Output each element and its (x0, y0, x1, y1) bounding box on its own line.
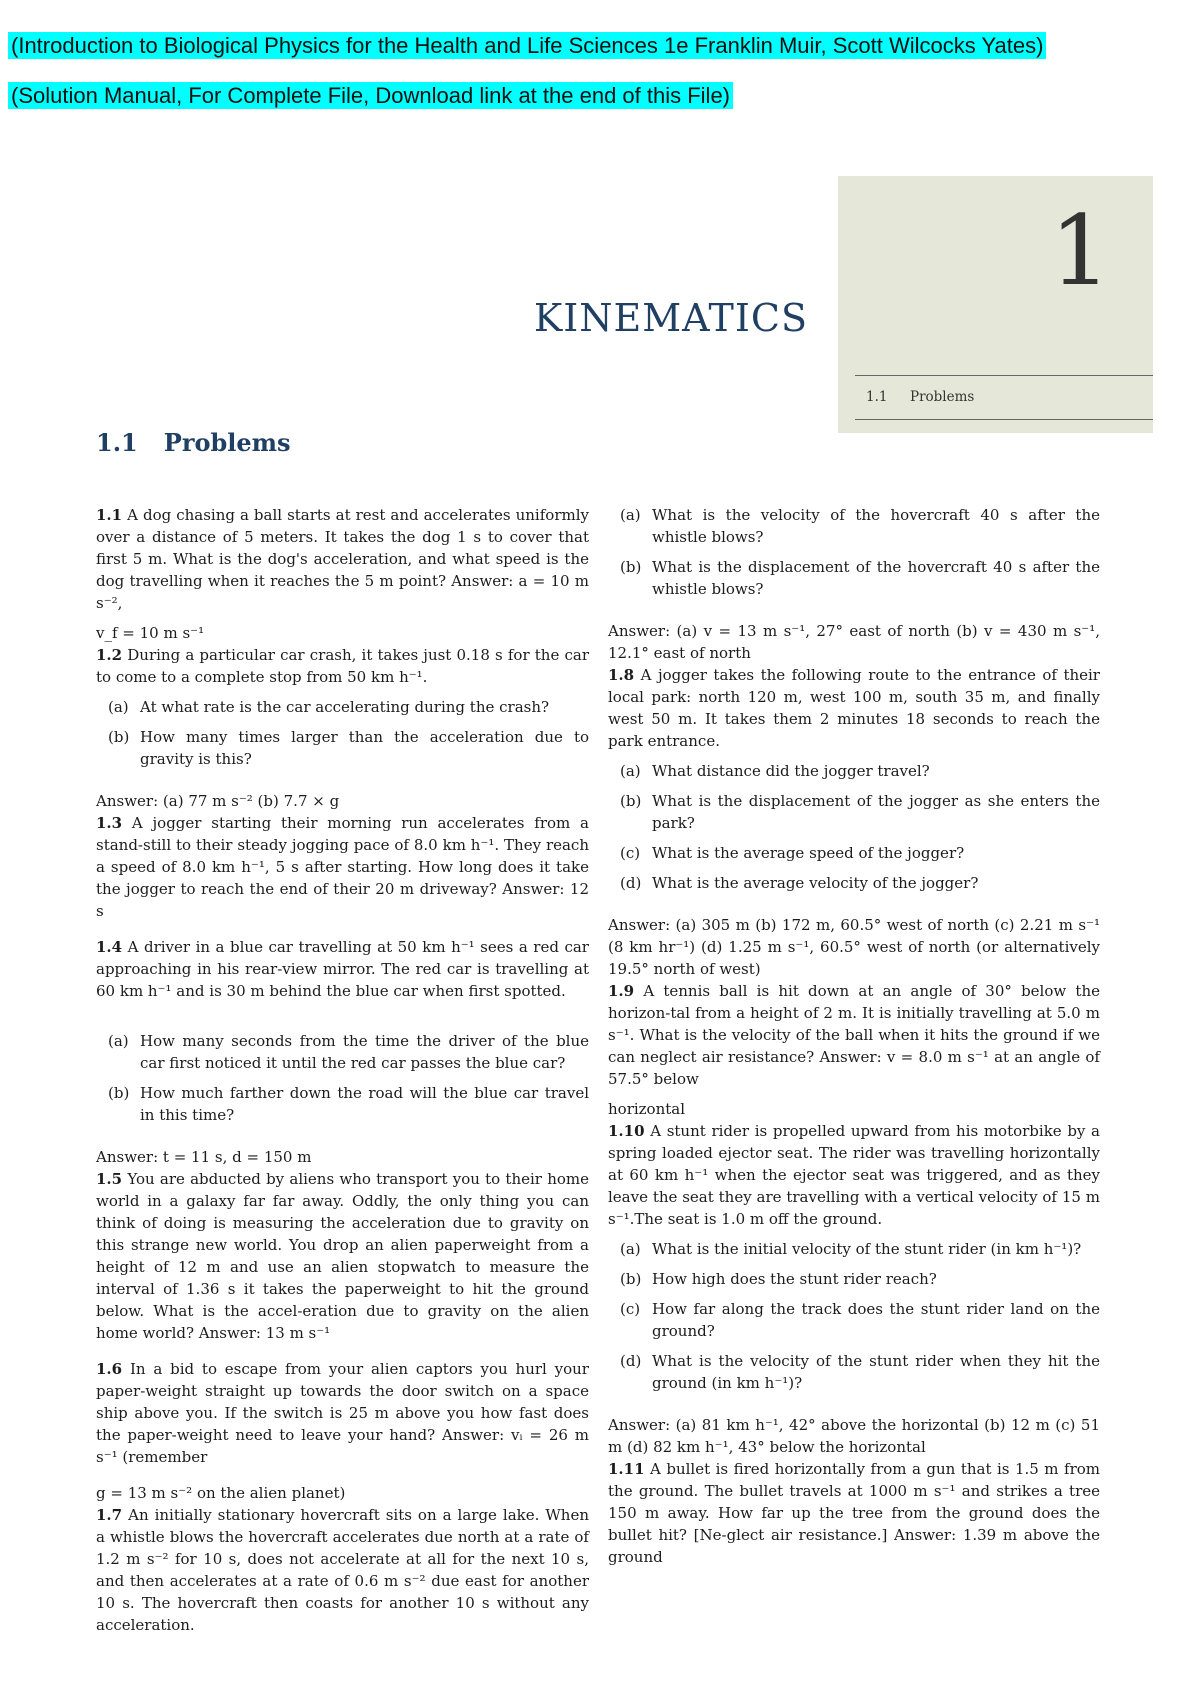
problem-1-1-answer: v_f = 10 m s⁻¹ (96, 624, 205, 642)
problem-1-2: 1.2 During a particular car crash, it takes just 0.18 s for the car to come to a complete stop from 50 km h⁻¹. (96, 646, 589, 686)
problem-1-3: 1.3 A jogger starting their morning run accelerates from a stand-still to their steady jogging pace of 8.0 km h⁻¹. They reach a speed of 8.0 km h⁻¹, 5 s after starting. How long does it take the jogger to reach the end of their 20 m driveway? Answer: 12 s (96, 814, 589, 920)
problem-1-8-d: (d) What is the average velocity of the jogger? (620, 874, 979, 892)
left-column (96, 504, 589, 1636)
problem-1-2-a: (a) At what rate is the car accelerating during the crash? (108, 698, 550, 716)
problem-1-8-answer: Answer: (a) 305 m (b) 172 m, 60.5° west of north (c) 2.21 m s⁻¹ (8 km hr⁻¹) (d) 1.25 m s⁻¹, 60.5° west of north (or alternatively 19.5° north of west) (608, 916, 1100, 978)
toc-number: 1.1 (866, 389, 888, 405)
problem-1-1: 1.1 A dog chasing a ball starts at rest and accelerates uniformly over a distance of 5 meters. It takes the dog 1 s to cover that first 5 m. What is the dog's acceleration, and what speed is the dog travelling when it reaches the 5 m point? Answer: a = 10 m s⁻², (96, 506, 589, 612)
problem-1-8: 1.8 A jogger takes the following route to the entrance of their local park: north 120 m, west 100 m, south 35 m, and finally west 50 m. It takes them 2 minutes 18 seconds to reach the park entrance. (608, 666, 1100, 750)
problem-1-4: 1.4 A driver in a blue car travelling at 50 km h⁻¹ sees a red car approaching in his rear-view mirror. The red car is travelling at 60 km h⁻¹ and is 30 m behind the blue car when first spotted. (96, 938, 589, 1000)
problem-1-9-answer: horizontal (608, 1100, 686, 1118)
problem-1-6-answer: g = 13 m s⁻² on the alien planet) (96, 1484, 346, 1502)
problem-1-4-a: (a) How many seconds from the time the driver of the blue car first noticed it until the red car passes the blue car? (108, 1032, 589, 1072)
problem-1-10-d: (d) What is the velocity of the stunt rider when they hit the ground (in km h⁻¹)? (620, 1352, 1100, 1392)
chapter-number: 1 (1049, 195, 1111, 307)
problem-1-10-a: (a) What is the initial velocity of the stunt rider (in km h⁻¹)? (620, 1240, 1082, 1258)
banner-subtitle: (Solution Manual, For Complete File, Download link at the end of this File) (8, 82, 733, 109)
problem-1-8-c: (c) What is the average speed of the jogger? (620, 844, 965, 862)
chapter-box (838, 176, 1153, 433)
problem-1-4-answer: Answer: t = 11 s, d = 150 m (96, 1148, 312, 1166)
toc-label: Problems (910, 389, 975, 405)
problem-1-5: 1.5 You are abducted by aliens who transport you to their home world in a galaxy far far away. Oddly, the only thing you can think of doing is measuring the acceleration due to gravity on this strange new world. You drop an alien paperweight from a height of 12 m and use an alien stopwatch to measure the interval of 1.36 s it takes the paperweight to hit the ground below. What is the accel-eration due to gravity on the alien home world? Answer: 13 m s⁻¹ (96, 1170, 589, 1342)
section-heading (96, 428, 291, 457)
problem-1-10-b: (b) How high does the stunt rider reach? (620, 1270, 937, 1288)
problem-1-11: 1.11 A bullet is fired horizontally from a gun that is 1.5 m from the ground. The bullet travels at 1000 m s⁻¹ and strikes a tree 150 m away. How far up the tree from the ground does the bullet hit? [Ne-glect air resistance.] Answer: 1.39 m above the ground (608, 1460, 1100, 1566)
section-title: Problems (163, 428, 291, 457)
problem-1-10-c: (c) How far along the track does the stunt rider land on the ground? (620, 1300, 1100, 1340)
section-number: 1.1 (96, 428, 138, 457)
problem-1-8-b: (b) What is the displacement of the jogger as she enters the park? (620, 792, 1100, 832)
right-column (608, 504, 1100, 1568)
chapter-toc-entry[interactable] (866, 389, 974, 405)
problem-1-2-answer: Answer: (a) 77 m s⁻² (b) 7.7 × g (96, 792, 340, 810)
chapter-title: KINEMATICS (533, 296, 808, 340)
toc-bottom-rule (855, 419, 1153, 420)
problem-1-7-answer: Answer: (a) v = 13 m s⁻¹, 27° east of north (b) v = 430 m s⁻¹, 12.1° east of north (608, 622, 1100, 662)
problem-1-10: 1.10 A stunt rider is propelled upward from his motorbike by a spring loaded ejector seat. The rider was travelling horizontally at 60 km h⁻¹ when the ejector seat was triggered, and as they leave the seat they are travelling with a vertical velocity of 15 m s⁻¹.The seat is 1.0 m off the ground. (608, 1122, 1100, 1228)
problem-1-4-b: (b) How much farther down the road will the blue car travel in this time? (108, 1084, 589, 1124)
problem-1-2-b: (b) How many times larger than the acceleration due to gravity is this? (108, 728, 589, 768)
problem-1-9: 1.9 A tennis ball is hit down at an angle of 30° below the horizon-tal from a height of 2 m. It is initially travelling at 5.0 m s⁻¹. What is the velocity of the ball when it hits the ground if we can neglect air resistance? Answer: v = 8.0 m s⁻¹ at an angle of 57.5° below (608, 982, 1100, 1088)
problem-1-8-a: (a) What distance did the jogger travel? (620, 762, 930, 780)
problem-1-10-answer: Answer: (a) 81 km h⁻¹, 42° above the horizontal (b) 12 m (c) 51 m (d) 82 km h⁻¹, 43° below the horizontal (608, 1416, 1100, 1456)
problem-1-7: 1.7 An initially stationary hovercraft sits on a large lake. When a whistle blows the hovercraft accelerates due north at a rate of 1.2 m s⁻² for 10 s, does not accelerate at all for the next 10 s, and then accelerates at a rate of 0.6 m s⁻² due east for another 10 s. The hovercraft then coasts for another 10 s without any acceleration. (96, 1506, 589, 1634)
problem-1-7-a: (a) What is the velocity of the hovercraft 40 s after the whistle blows? (620, 506, 1100, 546)
toc-top-rule (855, 375, 1153, 376)
problem-1-6: 1.6 In a bid to escape from your alien captors you hurl your paper-weight straight up towards the door switch on a space ship above you. If the switch is 25 m above you how fast does the paper-weight need to leave your hand? Answer: vᵢ = 26 m s⁻¹ (remember (96, 1360, 589, 1466)
problem-1-7-b: (b) What is the displacement of the hovercraft 40 s after the whistle blows? (620, 558, 1100, 598)
banner-title: (Introduction to Biological Physics for the Health and Life Sciences 1e Franklin Muir, Scott Wilcocks Yates) (8, 32, 1046, 59)
